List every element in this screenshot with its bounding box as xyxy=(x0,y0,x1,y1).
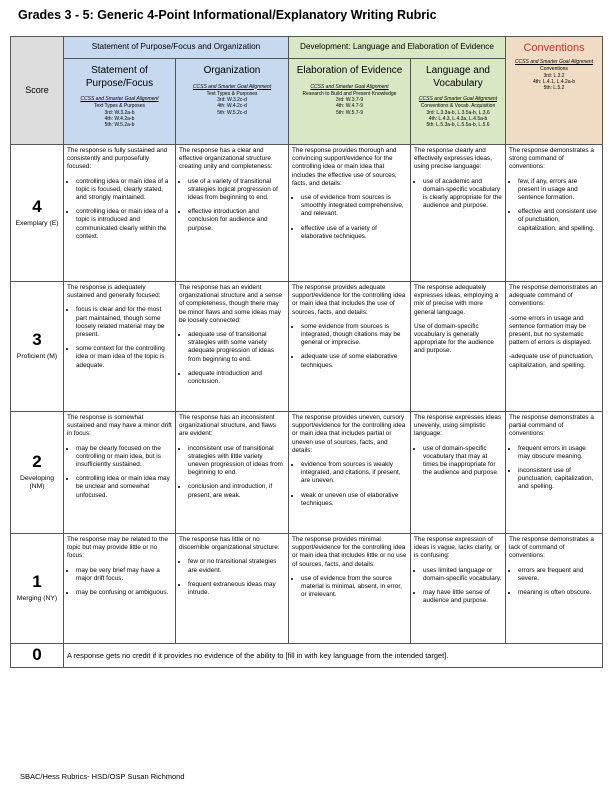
rubric-cell-language xyxy=(411,282,506,412)
cell-bullet: • adequate introduction and conclusion. xyxy=(188,370,285,386)
cell-intro: The response expression of ideas is vague, lacks clarity, or is confusing: xyxy=(414,536,501,560)
cell-bullet-list xyxy=(179,178,285,233)
rubric-cell-elaboration xyxy=(289,412,411,534)
cell-bullet-list xyxy=(67,567,172,598)
criterion-name: Statement of Purpose/Focus xyxy=(85,65,154,89)
criterion-header-elaboration: Elaboration of Evidence CCSS and Smarter Goal Alignment Research to Build and Present Knowledge 3rd: W.3.7-9 4th: W.4.7-9 5th: W.5.7-9 xyxy=(289,59,411,145)
cell-bullet: • may be clearly focused on the controlling or main idea, but is insufficiently sustained. xyxy=(76,445,172,470)
cell-bullet-list xyxy=(509,178,599,233)
cell-bullet-list xyxy=(414,445,502,478)
cell-intro: The response provides adequate support/evidence for the controlling idea or main idea that includes the use of sources, facts, and details: xyxy=(292,284,406,316)
cell-intro: The response demonstrates a lack of command of conventions: xyxy=(509,536,594,560)
footer-credit: SBAC/Hess Rubrics- HSD/OSP Susan Richmond xyxy=(20,772,185,781)
cell-bullet: • adequate use of transitional strategies with some variety adequate progression of ideas from beginning to end. xyxy=(188,331,285,364)
cell-intro: The response is adequately sustained and generally focused: xyxy=(67,284,161,300)
cell-bullet: • errors are frequent and severe. xyxy=(518,567,599,583)
group-header-development: Development: Language and Elaboration of Evidence xyxy=(289,37,506,59)
score-value: 0 xyxy=(32,645,42,664)
score-cell xyxy=(11,534,64,644)
cell-intro: The response has an evident organizational structure and a sense of completeness, though there may be minor flaws and some ideas may be loosely connected: xyxy=(179,284,283,324)
cell-bullet-list xyxy=(292,194,407,241)
score-row-3 xyxy=(11,282,603,412)
cell-intro: The response provides uneven, cursory support/evidence for the controlling idea or main idea that includes partial or uneven use of sources, facts, and details: xyxy=(292,414,406,454)
score-level-label: Merging (NY) xyxy=(16,595,58,602)
cell-bullet-list xyxy=(509,567,599,598)
cell-bullet: • use of a variety of transitional strategies logical progression of ideas from beginning to end. xyxy=(188,178,285,203)
cell-intro: The response has little or no discernible organizational structure: xyxy=(179,536,280,552)
cell-bullet: • focus is clear and for the most part maintained, though some loosely related material may be present. xyxy=(76,306,172,339)
cell-bullet: • controlling idea or main idea of a topic is introduced and communicated clearly within the context. xyxy=(76,208,172,241)
cell-bullet: • meaning is often obscure. xyxy=(518,589,599,597)
cell-bullet: • use of domain-specific vocabulary that may at times be inappropriate for the audience and purpose. xyxy=(423,445,502,478)
rubric-cell-purpose xyxy=(64,534,176,644)
cell-intro: The response provides minimal support/evidence for the controlling idea or main idea that includes little or no use of sources, facts, and details: xyxy=(292,536,407,568)
cell-bullet: • inconsistent use of transitional strategies with little variety uneven progression of ideas from beginning to end. xyxy=(188,445,285,478)
cell-bullet: • some evidence from sources is integrated, though citations may be general or imprecise. xyxy=(301,323,407,348)
cell-bullet: • effective and consistent use of punctuation, capitalization, and spelling. xyxy=(518,208,599,233)
rubric-cell-purpose xyxy=(64,145,176,282)
score-row-2 xyxy=(11,412,603,534)
criterion-name: Language and Vocabulary xyxy=(426,65,490,89)
cell-bullet: • effective use of a variety of elaborative techniques. xyxy=(301,225,407,241)
cell-intro: The response provides thorough and convincing support/evidence for the controlling idea or main idea that includes the effective use of sources, facts, and details: xyxy=(292,147,397,187)
cell-bullet: • effective introduction and conclusion for audience and purpose. xyxy=(188,208,285,233)
cell-intro: The response clearly and effectively expresses ideas, using precise language: xyxy=(414,147,493,171)
score-value: 3 xyxy=(32,330,42,350)
cell-bullet-list xyxy=(414,567,502,606)
score-level-label: Proficient (M) xyxy=(16,353,58,360)
cell-intro: The response demonstrates an adequate command of conventions: xyxy=(509,284,598,308)
score-value: 1 xyxy=(32,572,42,592)
cell-intro: The response demonstrates a strong command of conventions: xyxy=(509,147,594,171)
rubric-cell-language xyxy=(411,412,506,534)
rubric-cell-organization xyxy=(176,145,289,282)
cell-bullet: • evidence from sources is weakly integrated, and citations, if present, are uneven. xyxy=(301,461,407,486)
cell-bullet: • may be very brief may have a major drift focus. xyxy=(76,567,172,583)
cell-bullet: • uses limited language or domain-specific vocabulary. xyxy=(423,567,502,583)
criterion-name: Elaboration of Evidence xyxy=(296,65,403,76)
cell-intro: The response demonstrates a partial command of conventions: xyxy=(509,414,594,438)
cell-bullet-list xyxy=(292,323,407,370)
score-value: 2 xyxy=(32,451,42,471)
criterion-name: Organization xyxy=(203,65,261,76)
cell-text: Use of domain-specific vocabulary is generally appropriate for the audience and purpose. xyxy=(414,322,494,355)
cell-bullet: • use of academic and domain-specific vocabulary is clearly appropriate for the audience and purpose. xyxy=(423,178,502,211)
cell-bullet: • controlling idea or main idea of a topic is focused, clearly stated, and strongly maintained. xyxy=(76,178,172,203)
cell-intro: The response has an inconsistent organizational structure, and flaws are evident: xyxy=(179,414,276,438)
criterion-name: Conventions xyxy=(523,42,585,54)
rubric-cell-conventions xyxy=(506,282,603,412)
cell-bullet-list xyxy=(67,178,172,241)
cell-intro: The response may be related to the topic but may provide little or no focus: xyxy=(67,536,168,560)
cell-bullet-list xyxy=(509,445,599,492)
rubric-cell-organization xyxy=(176,412,289,534)
score-zero-description: A response gets no credit if it provides no evidence of the ability to [fill in with key language from the intended target]. xyxy=(64,644,603,668)
cell-bullet: • use of evidence from the source material is minimal, absent, in error, or irrelevant. xyxy=(301,575,407,600)
cell-bullet-list xyxy=(292,461,407,508)
cell-bullet-list xyxy=(179,558,285,597)
cell-intro: The response adequately expresses ideas, employing a mix of precise with more general language. xyxy=(414,284,499,316)
criterion-header-language: Language and Vocabulary CCSS and Smarter Goal Alignment Conventions & Vocab. Acquisition 3rd: L.3.3a-b, L.3.5a-b, L.3.6 4th: L.4.3, L.4.3a, L.4.5a-b 5th: L.5.3a-b, L.5.5a-b, L.5.6 xyxy=(411,59,506,145)
rubric-cell-elaboration xyxy=(289,145,411,282)
rubric-table xyxy=(10,36,603,668)
group-header-purpose: Statement of Purpose/Focus and Organization xyxy=(64,37,289,59)
rubric-cell-elaboration xyxy=(289,534,411,644)
rubric-cell-language xyxy=(411,145,506,282)
cell-bullet: • few, if any, errors are present in usage and sentence formation. xyxy=(518,178,599,203)
cell-intro: The response is fully sustained and consistently and purposefully focused: xyxy=(67,147,168,171)
page-title: Grades 3 - 5: Generic 4-Point Informational/Explanatory Writing Rubric xyxy=(18,8,437,22)
cell-bullet: • frequent extraneous ideas may intrude. xyxy=(188,581,285,597)
cell-bullet-list xyxy=(67,445,172,500)
cell-bullet: • weak or uneven use of elaborative techniques. xyxy=(301,492,407,508)
cell-bullet: • may have little sense of audience and purpose. xyxy=(423,589,502,605)
score-row-1 xyxy=(11,534,603,644)
cell-bullet: • adequate use of some elaborative techniques. xyxy=(301,353,407,369)
cell-bullet: • frequent errors in usage may obscure meaning. xyxy=(518,445,599,461)
score-level-label: Developing (NM) xyxy=(19,474,54,491)
cell-bullet-list xyxy=(414,178,502,211)
criterion-header-organization: Organization CCSS and Smarter Goal Alignment Text Types & Purposes 3rd: W.3.2c-d 4th: W.4.2c-d 5th: W.5.2c-d xyxy=(176,59,289,145)
cell-text: -some errors in usage and sentence formation may be present, but no systematic pattern of errors is displayed. xyxy=(509,314,592,347)
rubric-cell-conventions xyxy=(506,534,603,644)
rubric-cell-organization xyxy=(176,534,289,644)
cell-bullet: • some context for the controlling idea or main idea of the topic is adequate. xyxy=(76,345,172,370)
cell-bullet-list xyxy=(292,575,407,600)
cell-bullet: • conclusion and introduction, if present, are weak. xyxy=(188,483,285,499)
rubric-cell-conventions xyxy=(506,412,603,534)
cell-text: -adequate use of punctuation, capitalization, and spelling. xyxy=(509,353,594,369)
cell-intro: The response expresses ideas unevenly, using simplistic language: xyxy=(414,414,502,438)
cell-bullet: • use of evidence from sources is smoothly integrated comprehensive, and relevant. xyxy=(301,194,407,219)
rubric-cell-language xyxy=(411,534,506,644)
score-cell xyxy=(11,282,64,412)
score-header: Score xyxy=(11,37,64,145)
criterion-header-conventions: Conventions CCSS and Smarter Goal Alignment Conventions 3rd: L.3.2 4th: L.4.1, L.4.2a-b 5th: L.5.2 xyxy=(506,37,603,145)
score-value: 4 xyxy=(32,196,42,216)
cell-intro: The response has a clear and effective organizational structure creating unity and completeness: xyxy=(179,147,273,171)
score-level-label: Exemplary (E) xyxy=(15,219,59,227)
rubric-cell-purpose xyxy=(64,412,176,534)
cell-bullet: • inconsistent use of punctuation, capitalization, and spelling. xyxy=(518,467,599,492)
score-cell xyxy=(11,644,64,668)
cell-bullet-list xyxy=(179,331,285,386)
cell-bullet: • controlling idea or main idea may be unclear and somewhat unfocused. xyxy=(76,475,172,500)
rubric-cell-elaboration xyxy=(289,282,411,412)
rubric-cell-purpose xyxy=(64,282,176,412)
cell-bullet-list xyxy=(67,306,172,369)
cell-bullet: • may be confusing or ambiguous. xyxy=(76,589,172,597)
score-cell xyxy=(11,412,64,534)
score-cell xyxy=(11,145,64,282)
criterion-header-purpose: Statement of Purpose/Focus CCSS and Smarter Goal Alignment Text Types & Purposes 3rd: W.3.2a-b 4th: W.4.2a-b 5th: W.5.2a-b xyxy=(64,59,176,145)
cell-bullet: • few or no transitional strategies are evident. xyxy=(188,558,285,574)
cell-bullet-list xyxy=(179,445,285,500)
score-row-4 xyxy=(11,145,603,282)
rubric-cell-organization xyxy=(176,282,289,412)
cell-intro: The response is somewhat sustained and may have a minor drift in focus: xyxy=(67,414,172,438)
rubric-cell-conventions xyxy=(506,145,603,282)
